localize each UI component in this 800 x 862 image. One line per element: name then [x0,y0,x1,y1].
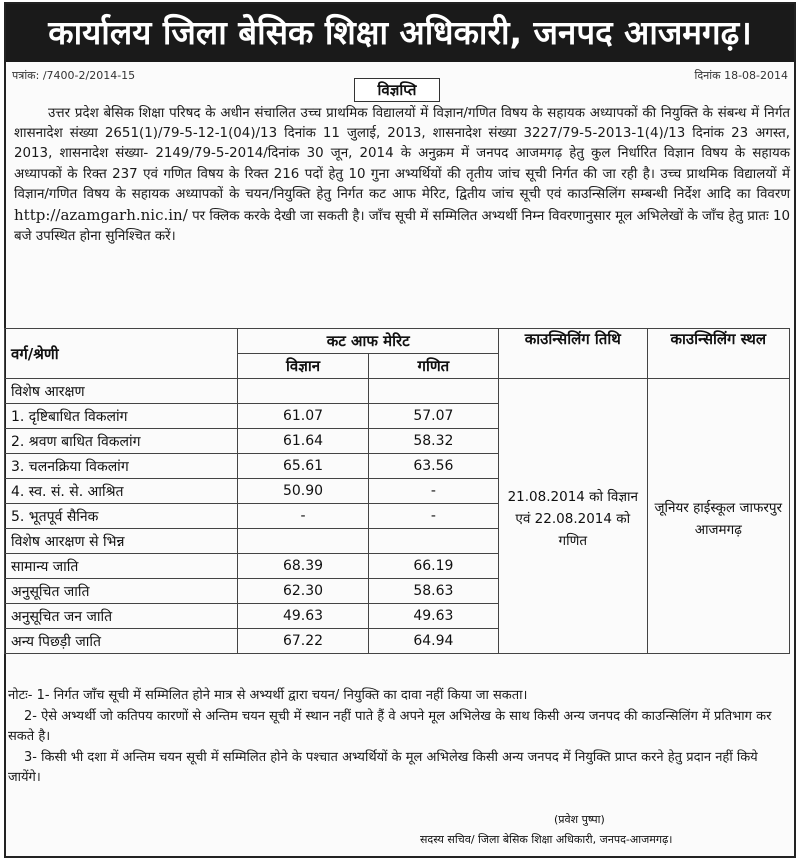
math-cutoff: - [368,504,498,529]
notice-title: विज्ञप्ति [354,78,440,102]
category-cell: 3. चलनक्रिया विकलांग [5,454,238,479]
section-other-than-special: विशेष आरक्षण से भिन्न [5,529,238,554]
math-cutoff: 49.63 [368,604,498,629]
section-special-reservation: विशेष आरक्षण [5,379,238,404]
science-cutoff: 61.07 [238,404,368,429]
section-row [5,379,790,404]
category-cell: 4. स्व. सं. से. आश्रित [5,479,238,504]
science-cutoff: 62.30 [238,579,368,604]
notes-section [8,686,784,789]
table-header-row [5,329,790,354]
math-cutoff: 63.56 [368,454,498,479]
math-cutoff: 58.32 [368,429,498,454]
office-header: कार्यालय जिला बेसिक शिक्षा अधिकारी, जनपद आजमगढ़। [6,4,794,62]
note-1: नोटः- 1- निर्गत जाँच सूची में सम्मिलित होने मात्र से अभ्यर्थी द्वारा चयन/ नियुक्ति का दावा नहीं किया जा सकता। [8,688,528,703]
category-cell: सामान्य जाति [5,554,238,579]
category-cell: अनुसूचित जाति [5,579,238,604]
header-math: गणित [368,354,498,379]
science-cutoff: 61.64 [238,429,368,454]
letter-date: दिनांक 18-08-2014 [694,69,788,82]
category-cell: 1. दृष्टिबाधित विकलांग [5,404,238,429]
header-counselling-date: काउन्सिलिंग तिथि [499,329,648,379]
category-cell: 5. भूतपूर्व सैनिक [5,504,238,529]
math-cutoff: 66.19 [368,554,498,579]
header-counselling-venue: काउन्सिलिंग स्थल [647,329,789,379]
science-cutoff: 67.22 [238,629,368,654]
math-cutoff: 64.94 [368,629,498,654]
category-cell: अनुसूचित जन जाति [5,604,238,629]
notice-body [14,104,790,247]
counselling-date-cell: 21.08.2014 को विज्ञान एवं 22.08.2014 को गणित [499,379,648,654]
category-cell: 2. श्रवण बाधित विकलांग [5,429,238,454]
science-cutoff: 65.61 [238,454,368,479]
cutoff-merit-table [4,328,790,654]
note-2: 2- ऐसे अभ्यर्थी जो कतिपय कारणों से अन्तिम चयन सूची में स्थान नहीं पाते हैं वे अपने मूल अभिलेख के साथ किसी अन्य जनपद की काउन्सिलिंग में प्रतिभाग कर सकते है। [8,708,772,744]
body-part-1: उत्तर प्रदेश बेसिक शिक्षा परिषद के अधीन संचालित उच्च प्राथमिक विद्यालयों में विज्ञान/गणित विषय के सहायक अध्यापकों की नियुक्ति के संबन्ध में निर्गत शासनादेश संख्या 2651(1)/79-5-12-1(04)/13 दिनांक 11 जुलाई, 2013, शासनादेश संख्या 3227/79-5-2013-1(4)/13 दिनांक 23 अगस्त, 2013, शासनादेश संख्या- 2149/79-5-2014/दिनांक 30 जून, 2014 के अनुक्रम में जनपद आजमगढ़ हेतु कुल निर्धारित विज्ञान विषय के सहायक अध्यापकों के रिक्त 237 एवं गणित विषय के रिक्त 216 पदों हेतु 10 गुना अभ्यर्थियों की तृतीय जांच सूची निर्गत की जा रही है। उच्च प्राथमिक विद्यालयों में विज्ञान/गणित विषय के सहायक अध्यापकों के चयन/नियुक्ति हेतु निर्गत कट आफ मेरिट, द्वितीय जांच सूची एवं काउन्सिलिंग सम्बन्धी निर्देश आदि का विवरण [14,106,790,202]
signatory-designation: सदस्य सचिव/ जिला बेसिक शिक्षा अधिकारी, जनपद-आजमगढ़। [420,833,673,846]
header-science: विज्ञान [238,354,368,379]
note-3: 3- किसी भी दशा में अन्तिम चयन सूची में सम्मिलित होने के पश्चात अभ्यर्थियों के मूल अभिलेख किसी अन्य जनपद में नियुक्ति प्राप्त करने हेतु प्रदान नहीं किये जायेंगे। [8,749,758,785]
science-cutoff: 49.63 [238,604,368,629]
website-link[interactable]: http://azamgarh.nic.in/ [14,206,188,225]
signatory-name: (प्रवेश पुष्पा) [554,813,605,826]
header-category: वर्ग/श्रेणी [5,329,238,379]
science-cutoff: 68.39 [238,554,368,579]
letter-number: पत्रांक: /7400-2/2014-15 [12,69,136,82]
science-cutoff: - [238,504,368,529]
math-cutoff: 58.63 [368,579,498,604]
math-cutoff: - [368,479,498,504]
body-part-2: पर क्लिक करके देखी जा सकती है। जाँच सूची में सम्मिलित अभ्यर्थी निम्न विवरणानुसार मूल अभिलेखों के जाँच हेतु प्रातः 10 बजे उपस्थित होना सुनिश्चित करें। [14,209,790,245]
counselling-venue-cell: जूनियर हाईस्कूल जाफरपुर आजमगढ़ [647,379,789,654]
header-cutoff: कट आफ मेरिट [238,329,499,354]
category-cell: अन्य पिछड़ी जाति [5,629,238,654]
math-cutoff: 57.07 [368,404,498,429]
science-cutoff: 50.90 [238,479,368,504]
